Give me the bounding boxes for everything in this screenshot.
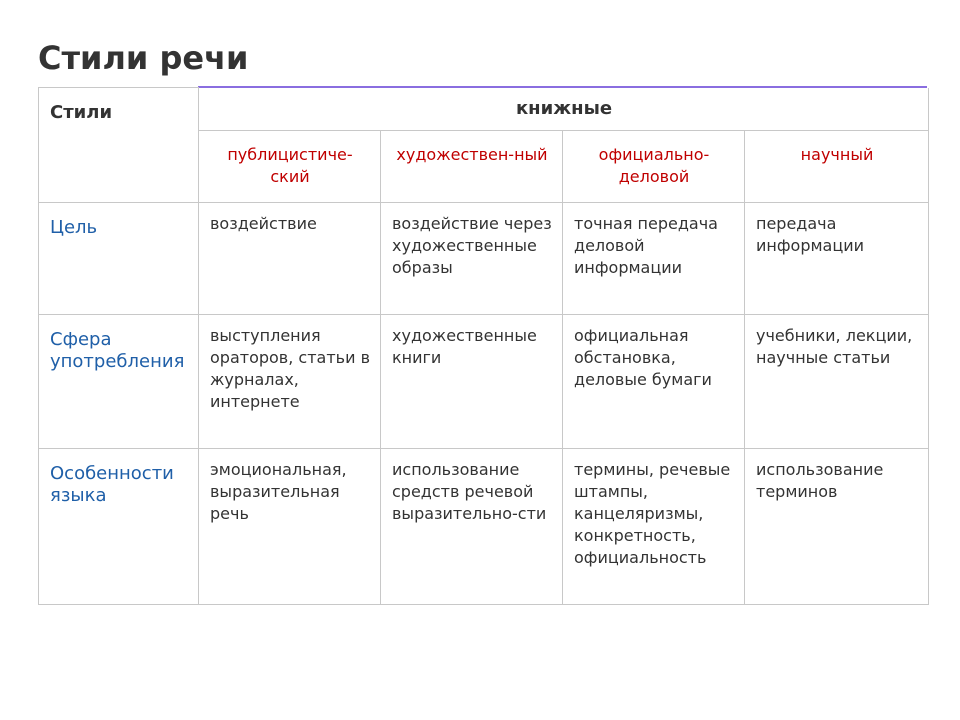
style-header-artistic [381, 131, 563, 203]
group-header-cell [199, 88, 929, 131]
style-header-official [563, 131, 745, 203]
table-cell [745, 449, 929, 605]
row-label: Цель [50, 217, 98, 238]
style-header-label: публицистиче-ский [227, 145, 353, 186]
page-title: Стили речи [38, 39, 249, 77]
corner-header-cell [39, 88, 199, 203]
table-row-sphere [39, 315, 929, 449]
cell-text: использование средств речевой выразительно-сти [392, 460, 547, 523]
row-label-cell [39, 449, 199, 605]
table-cell [199, 203, 381, 315]
cell-text: использование терминов [756, 460, 884, 501]
table-cell [381, 315, 563, 449]
table-cell [563, 315, 745, 449]
speech-styles-table [38, 87, 929, 605]
cell-text: точная передача деловой информации [574, 214, 718, 277]
table-cell [199, 315, 381, 449]
row-label-cell [39, 203, 199, 315]
table-cell [563, 449, 745, 605]
table-cell [745, 315, 929, 449]
corner-header-label: Стили [50, 102, 113, 123]
table-row-language [39, 449, 929, 605]
style-header-label: официально-деловой [598, 145, 710, 186]
style-header-label: художествен-ный [396, 145, 548, 164]
row-label-cell [39, 315, 199, 449]
row-label: Сфера употребления [50, 329, 185, 372]
table-cell [745, 203, 929, 315]
cell-text: эмоциональная, выразительная речь [210, 460, 347, 523]
row-label: Особенности языка [50, 463, 174, 506]
cell-text: термины, речевые штампы, канцеляризмы, конкретность, официальность [574, 460, 731, 567]
cell-text: художественные книги [392, 326, 537, 367]
cell-text: официальная обстановка, деловые бумаги [574, 326, 712, 389]
cell-text: выступления ораторов, статьи в журналах, интернете [210, 326, 370, 411]
style-header-publicistic [199, 131, 381, 203]
group-header-label: книжные [515, 97, 613, 119]
table-cell [563, 203, 745, 315]
style-header-scientific [745, 131, 929, 203]
table-cell [199, 449, 381, 605]
cell-text: воздействие [210, 214, 317, 233]
cell-text: учебники, лекции, научные статьи [756, 326, 913, 367]
style-header-label: научный [800, 145, 874, 164]
table-cell [381, 449, 563, 605]
cell-text: воздействие через художественные образы [392, 214, 552, 277]
table-row-purpose [39, 203, 929, 315]
cell-text: передача информации [756, 214, 865, 255]
table-cell [381, 203, 563, 315]
